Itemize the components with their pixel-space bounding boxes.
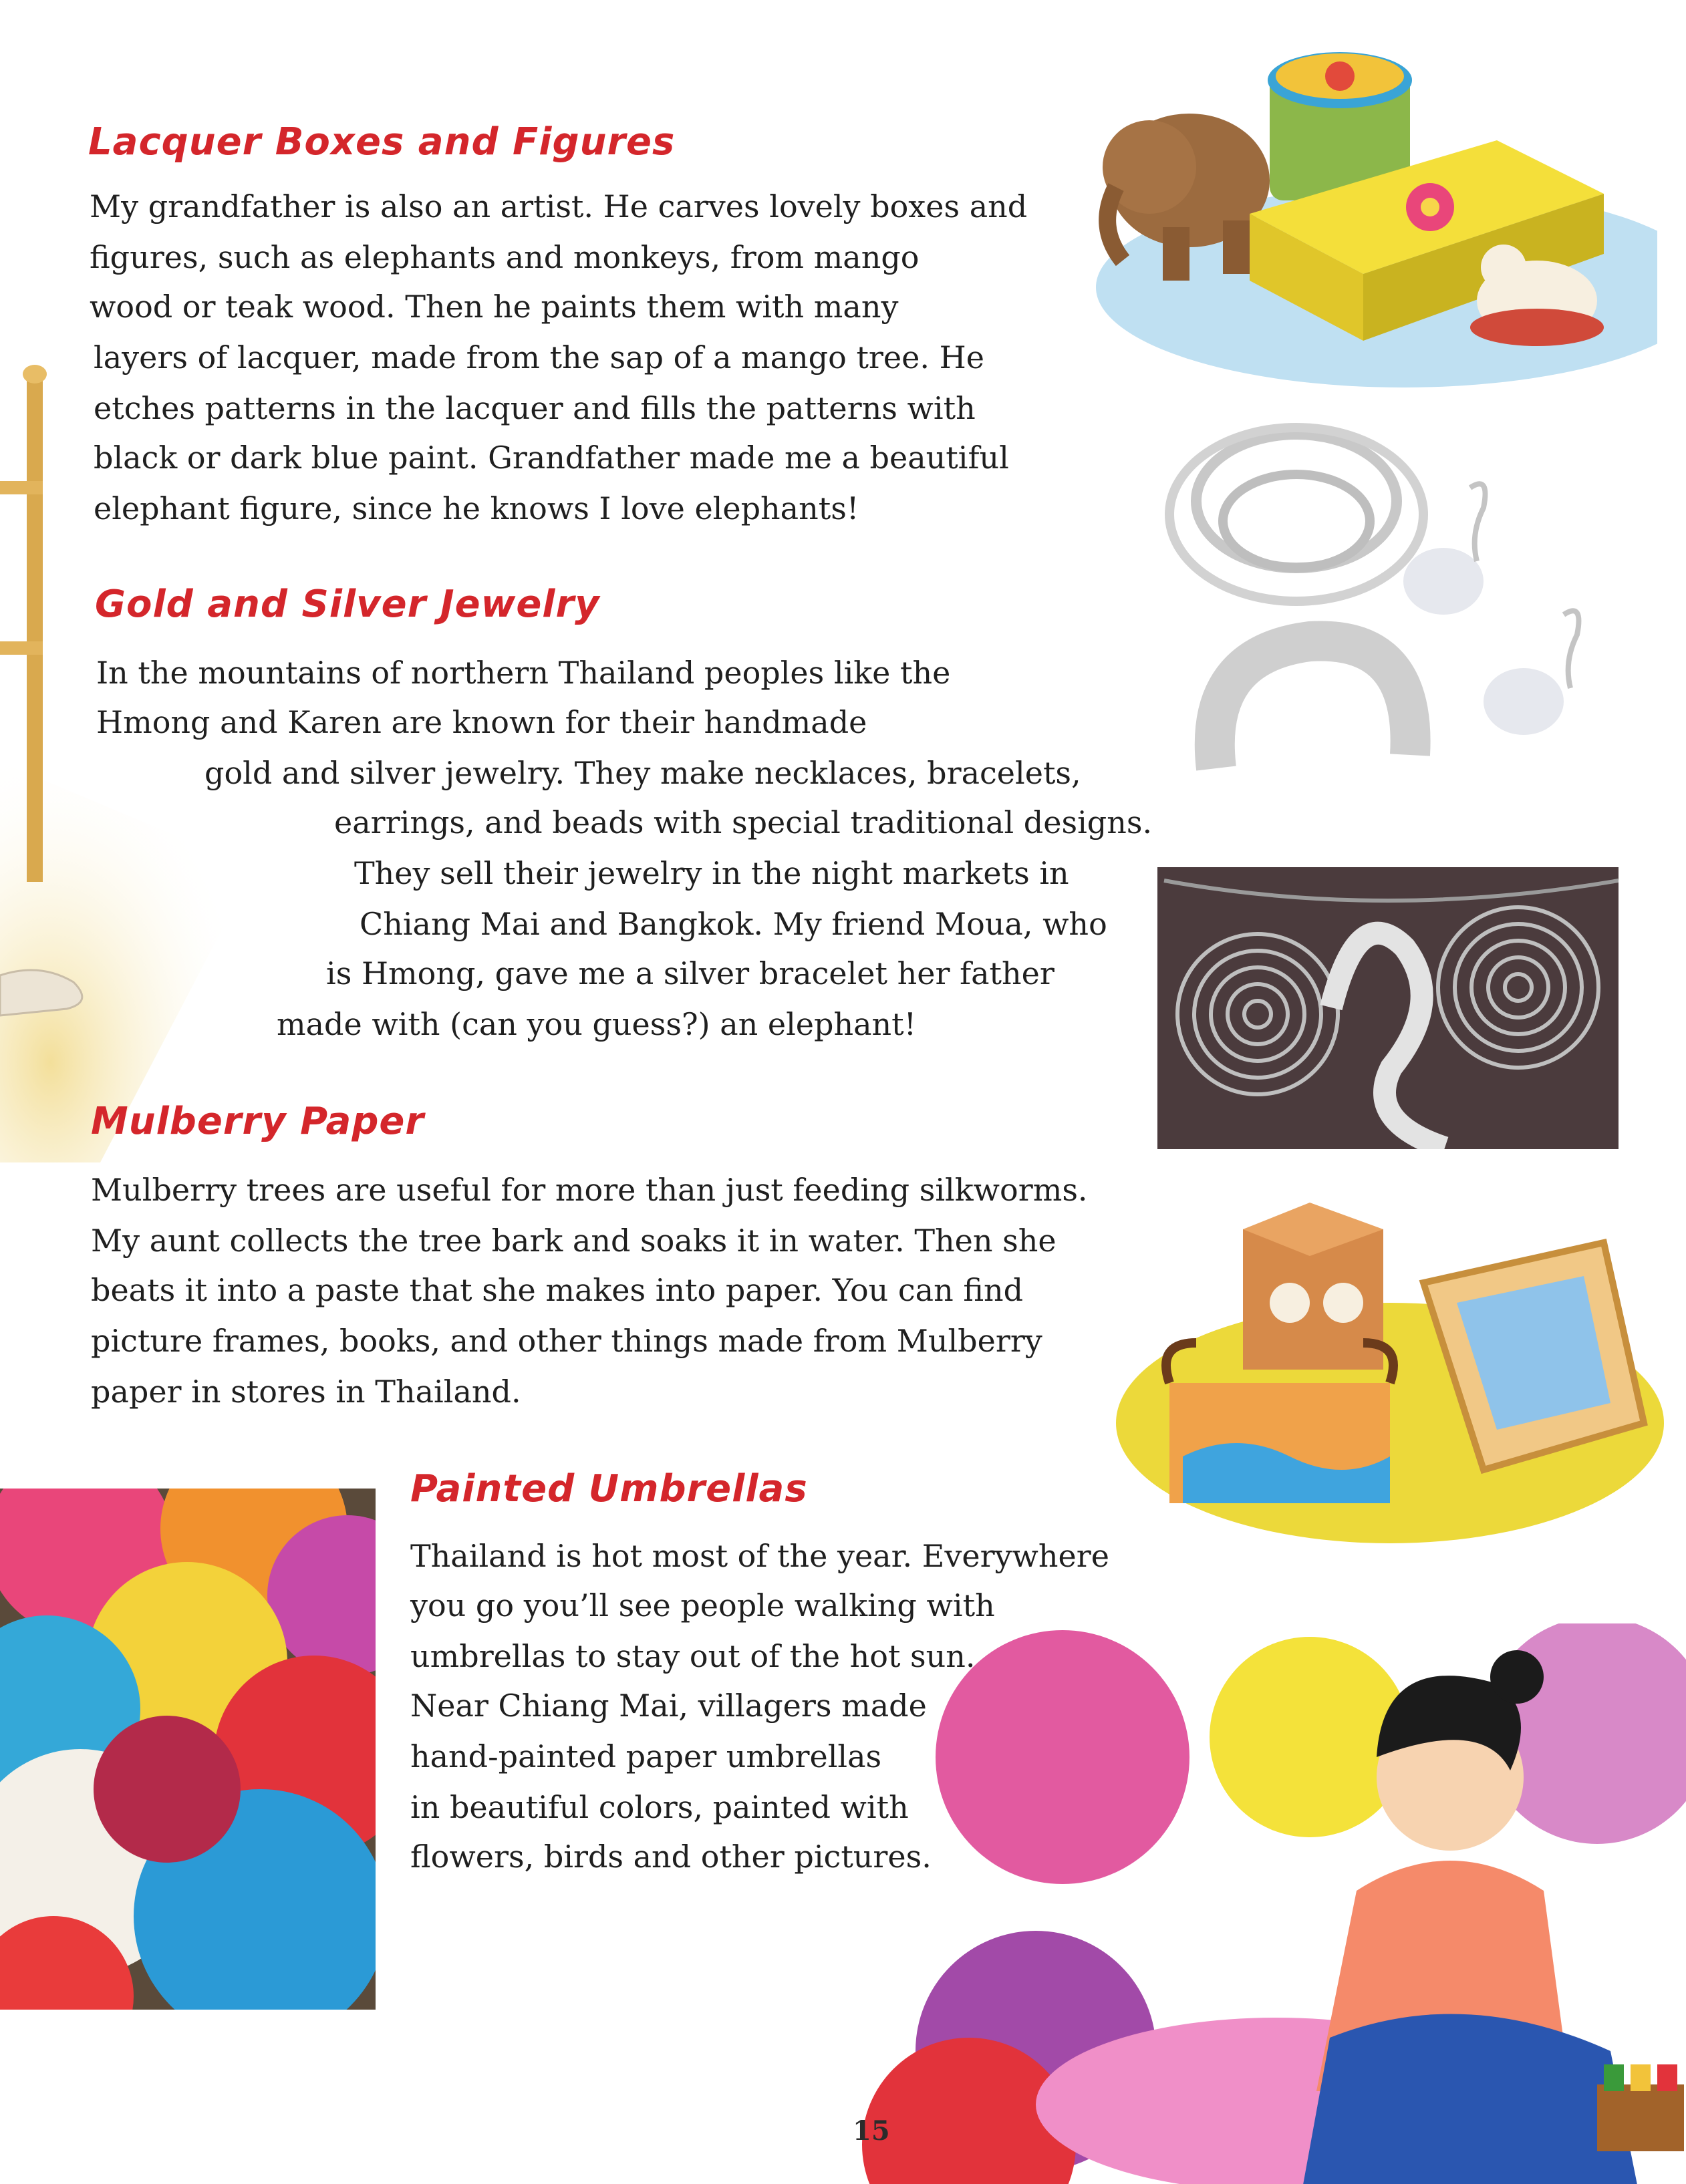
section-title-jewelry: Gold and Silver Jewelry (95, 583, 600, 626)
body-line: earrings, and beads with special traditional designs. (334, 804, 1153, 840)
body-line: etches patterns in the lacquer and fills the patterns with (94, 390, 976, 426)
body-line: in beautiful colors, painted with (410, 1789, 909, 1825)
body-line: Mulberry trees are useful for more than just feeding silkworms. (91, 1172, 1088, 1208)
section-title-umbrellas: Painted Umbrellas (410, 1467, 808, 1511)
page-number: 15 (853, 2115, 890, 2147)
umbrellas-photo (0, 1489, 376, 2010)
body-line: Chiang Mai and Bangkok. My friend Moua, who (360, 906, 1107, 942)
body-line: umbrellas to stay out of the hot sun. (410, 1638, 976, 1674)
body-line: My grandfather is also an artist. He carves lovely boxes and (90, 188, 1028, 224)
section-title-lacquer: Lacquer Boxes and Figures (88, 120, 676, 164)
body-line: hand-painted paper umbrellas (410, 1738, 882, 1774)
body-line: flowers, birds and other pictures. (410, 1839, 932, 1875)
body-line: figures, such as elephants and monkeys, from mango (90, 239, 920, 275)
body-line: gold and silver jewelry. They make necklaces, bracelets, (204, 755, 1081, 791)
body-line: beats it into a paste that she makes into paper. You can find (91, 1272, 1024, 1308)
body-line: is Hmong, gave me a silver bracelet her father (326, 955, 1055, 991)
body-line: elephant figure, since he knows I love elephants! (94, 490, 859, 526)
silver-spiral-necklace-photo (1157, 867, 1619, 1149)
umbrella-painter-illustration (849, 1623, 1686, 2184)
body-line: Near Chiang Mai, villagers made (410, 1688, 927, 1724)
body-line: paper in stores in Thailand. (91, 1374, 521, 1410)
section-title-mulberry: Mulberry Paper (91, 1100, 425, 1143)
body-line: Hmong and Karen are known for their handmade (96, 704, 867, 740)
body-line: They sell their jewelry in the night markets in (354, 855, 1069, 891)
body-line: wood or teak wood. Then he paints them with many (90, 289, 899, 325)
body-line: My aunt collects the tree bark and soaks it in water. Then she (91, 1223, 1057, 1259)
lacquer-boxes-elephant-illustration (1029, 47, 1657, 394)
body-line: Thailand is hot most of the year. Everywhere (410, 1538, 1109, 1574)
body-line: layers of lacquer, made from the sap of a mango tree. He (94, 339, 984, 375)
mulberry-paper-crafts-illustration (1109, 1203, 1664, 1550)
body-line: black or dark blue paint. Grandfather made me a beautiful (94, 440, 1009, 476)
silver-jewelry-illustration (1136, 394, 1604, 828)
body-line: made with (can you guess?) an elephant! (277, 1006, 917, 1042)
body-line: picture frames, books, and other things made from Mulberry (91, 1323, 1042, 1359)
body-line: you go you’ll see people walking with (410, 1587, 995, 1623)
body-line: In the mountains of northern Thailand peoples like the (96, 655, 951, 691)
